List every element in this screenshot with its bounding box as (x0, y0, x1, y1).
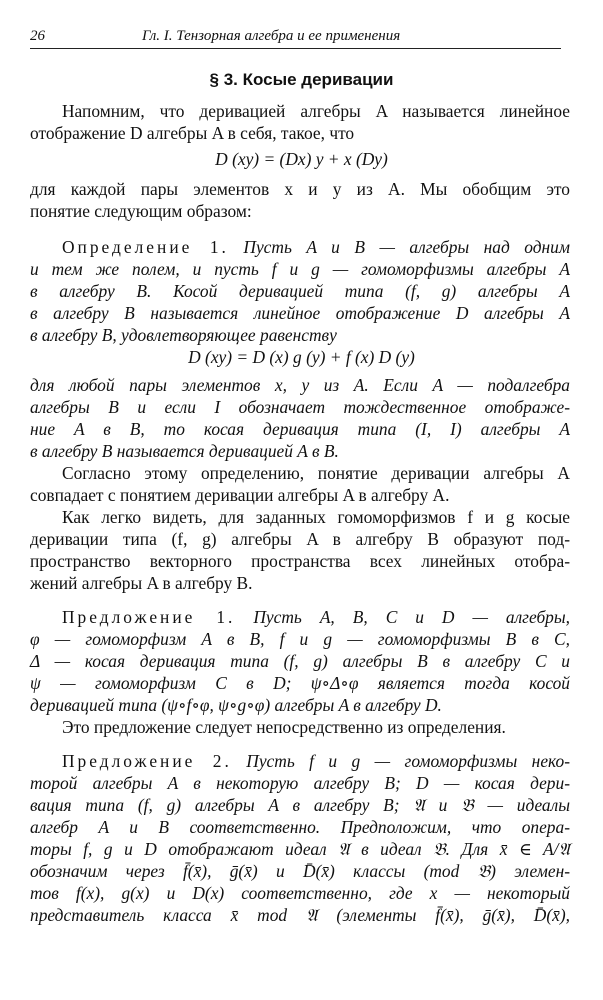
section-title: § 3. Косые деривации (209, 70, 394, 89)
text-line: торой алгебры A в некоторую алгебру B; D — косая дери- (30, 773, 570, 793)
text-line: в алгебру B называется линейное отображение D алгебры A (30, 303, 570, 323)
text-line: Напомним, что деривацией алгебры A называется линейное (62, 101, 570, 121)
proposition-first-line (30, 606, 570, 628)
text-line: тов f(x), g(x) и D(x) соответственно, где x — некоторый (30, 883, 570, 903)
definition-text: Пусть A и B — алгебры над одним (243, 237, 570, 257)
text-line: жений алгебры A в алгебру B. (30, 573, 253, 593)
proposition-label: Предложение 1. (62, 607, 236, 627)
proposition-label: Предложение 2. (62, 751, 232, 771)
proposition-text: Пусть f и g — гомоморфизмы неко- (246, 751, 570, 771)
definition-first-line (30, 236, 570, 258)
text-line: торы f, g и D отображают идеал 𝔄 в идеал 𝔅. Для x̄ ∈ A/𝔄 (30, 839, 570, 859)
text-line: для любой пары элементов x, y из A. Если A — подалгебра (30, 375, 570, 395)
running-title: Гл. I. Тензорная алгебра и ее применения (142, 28, 401, 44)
text-line: пространство векторного пространства всех линейных отобра- (30, 551, 570, 571)
text-line: Δ — косая деривация типа (f, g) алгебры B в алгебру C и (30, 651, 570, 671)
definition-label: Определение 1. (62, 237, 229, 257)
text-line: ψ — гомоморфизм C в D; ψ∘Δ∘φ является тогда косой (30, 673, 570, 693)
text-line: деривации типа (f, g) алгебры A в алгебру B образуют под- (30, 529, 570, 549)
text-line: алгебры B и если I обозначает тождественное отображе- (30, 397, 570, 417)
proposition-first-line (30, 750, 570, 772)
text-line: и тем же полем, и пусть f и g — гомоморфизмы алгебры A (30, 259, 570, 279)
equation: D (xy) = (Dx) y + x (Dy) (215, 149, 388, 169)
text-line: алгебр A и B соответственно. Предположим, что опера- (30, 817, 570, 837)
text-line: для каждой пары элементов x и y из A. Мы обобщим это (30, 179, 570, 199)
text-line: вация типа (f, g) алгебры A в алгебру B; 𝔄 и 𝔅 — идеалы (30, 795, 570, 815)
text-line: в алгебру B, удовлетворяющее равенству (30, 325, 337, 345)
text-line: Это предложение следует непосредственно из определения. (62, 717, 506, 737)
text-line: в алгебру B называется деривацией A в B. (30, 441, 339, 461)
text-line: φ — гомоморфизм A в B, f и g — гомоморфизмы B в C, (30, 629, 570, 649)
text-line: в алгебру B. Косой деривацией типа (f, g) алгебры A (30, 281, 570, 301)
running-header (30, 28, 561, 49)
equation: D (xy) = D (x) g (y) + f (x) D (y) (188, 347, 415, 367)
text-line: ние A в B, то косая деривация типа (I, I) алгебры A (30, 419, 570, 439)
text-line: Как легко видеть, для заданных гомоморфизмов f и g косые (62, 507, 570, 527)
proposition-text: Пусть A, B, C и D — алгебры, (253, 607, 571, 627)
text-line: совпадает с понятием деривации алгебры A в алгебру A. (30, 485, 450, 505)
text-line: понятие следующим образом: (30, 201, 252, 221)
text-line: Согласно этому определению, понятие деривации алгебры A (62, 463, 570, 483)
text-line: представитель класса x̄ mod 𝔄 (элементы f̄(x̄), ḡ(x̄), D̄(x̄), (30, 905, 570, 925)
text-line: обозначим через f̄(x̄), ḡ(x̄) и D̄(x̄) классы (mod 𝔅) элемен- (30, 861, 570, 881)
text-line: отображение D алгебры A в себя, такое, что (30, 123, 355, 143)
page-number: 26 (30, 28, 45, 44)
text-line: деривацией типа (ψ∘f∘φ, ψ∘g∘φ) алгебры A в алгебру D. (30, 695, 442, 715)
